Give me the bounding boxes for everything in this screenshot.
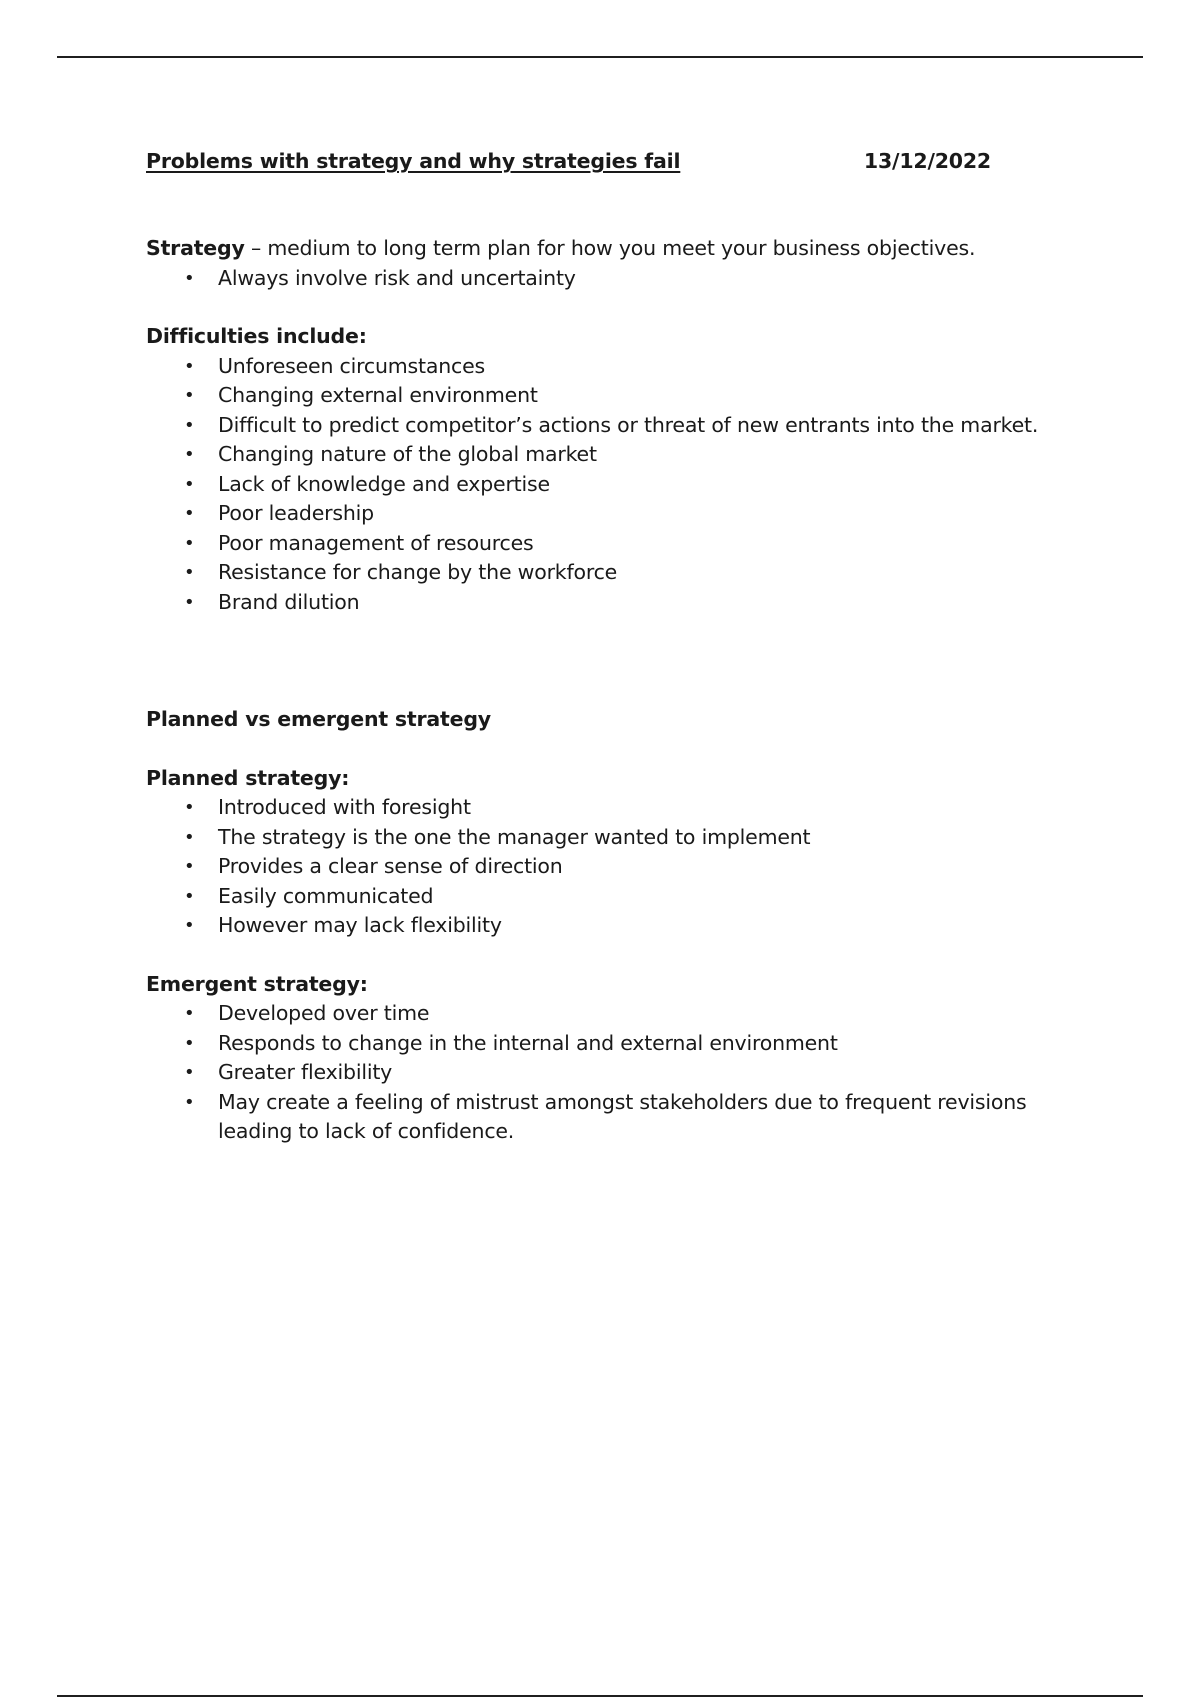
emergent-heading: Emergent strategy: [146, 971, 368, 996]
difficulties-list [146, 352, 1046, 618]
list-item: • Easily communicated [146, 882, 1046, 912]
list-item: • May create a feeling of mistrust amongst stakeholders due to frequent revisions leading to lack of confidence. [184, 1089, 1027, 1143]
bullet-icon: • [184, 473, 195, 495]
page-title: Problems with strategy and why strategies fail [146, 149, 681, 173]
top-rule [57, 56, 1143, 58]
list-item: • Unforeseen circumstances [146, 352, 1046, 382]
list-item: • Provides a clear sense of direction [146, 852, 1046, 882]
bullet-icon: • [184, 1032, 195, 1054]
emergent-list [146, 999, 1046, 1147]
page-date: 13/12/2022 [863, 149, 991, 173]
document-body [146, 146, 1046, 1147]
title-row [146, 146, 991, 176]
list-item: • Changing external environment [146, 381, 1046, 411]
bullet-icon: • [184, 355, 195, 377]
list-item: • Brand dilution [146, 588, 1046, 618]
planned-heading: Planned strategy: [146, 765, 350, 790]
bullet-icon: • [184, 503, 195, 524]
bullet-icon: • [184, 414, 195, 436]
strategy-bullets [146, 264, 1046, 294]
list-item: • Poor management of resources [146, 529, 1046, 559]
bullet-icon: • [184, 385, 195, 406]
list-item: • Poor leadership [146, 499, 1046, 529]
bullet-icon: • [184, 267, 195, 289]
strategy-definition-text: – medium to long term plan for how you meet your business objectives. [244, 236, 976, 260]
strategy-definition [146, 234, 1046, 264]
list-item: • Introduced with foresight [146, 793, 1046, 823]
planned-list [146, 793, 1046, 941]
list-item: • Developed over time [146, 999, 1046, 1029]
difficulties-heading: Difficulties include: [146, 324, 367, 348]
bullet-icon: • [184, 562, 195, 583]
bullet-icon: • [184, 1003, 195, 1024]
list-item: • Responds to change in the internal and external environment [146, 1029, 1046, 1059]
bullet-icon: • [184, 915, 195, 936]
bullet-icon: • [184, 797, 195, 818]
bullet-icon: • [184, 1062, 195, 1083]
bullet-icon: • [184, 826, 195, 848]
list-item: • Lack of knowledge and expertise [146, 470, 1046, 500]
bullet-icon: • [184, 444, 195, 465]
bullet-icon: • [184, 1091, 195, 1113]
list-item: • Greater flexibility [146, 1058, 1046, 1088]
bullet-icon: • [184, 856, 195, 877]
list-item: • Resistance for change by the workforce [146, 558, 1046, 588]
bottom-rule [57, 1695, 1143, 1697]
list-item: • However may lack flexibility [146, 911, 1046, 941]
list-item: • Changing nature of the global market [146, 440, 1046, 470]
strategy-term: Strategy [146, 236, 245, 260]
list-item: • Always involve risk and uncertainty [146, 264, 1046, 294]
bullet-icon: • [184, 532, 195, 554]
list-item: • Difficult to predict competitor’s actions or threat of new entrants into the market. [146, 411, 1046, 441]
comparison-heading: Planned vs emergent strategy [146, 707, 491, 731]
bullet-icon: • [184, 885, 195, 907]
list-item: • The strategy is the one the manager wanted to implement [146, 823, 1046, 853]
bullet-icon: • [184, 591, 195, 613]
